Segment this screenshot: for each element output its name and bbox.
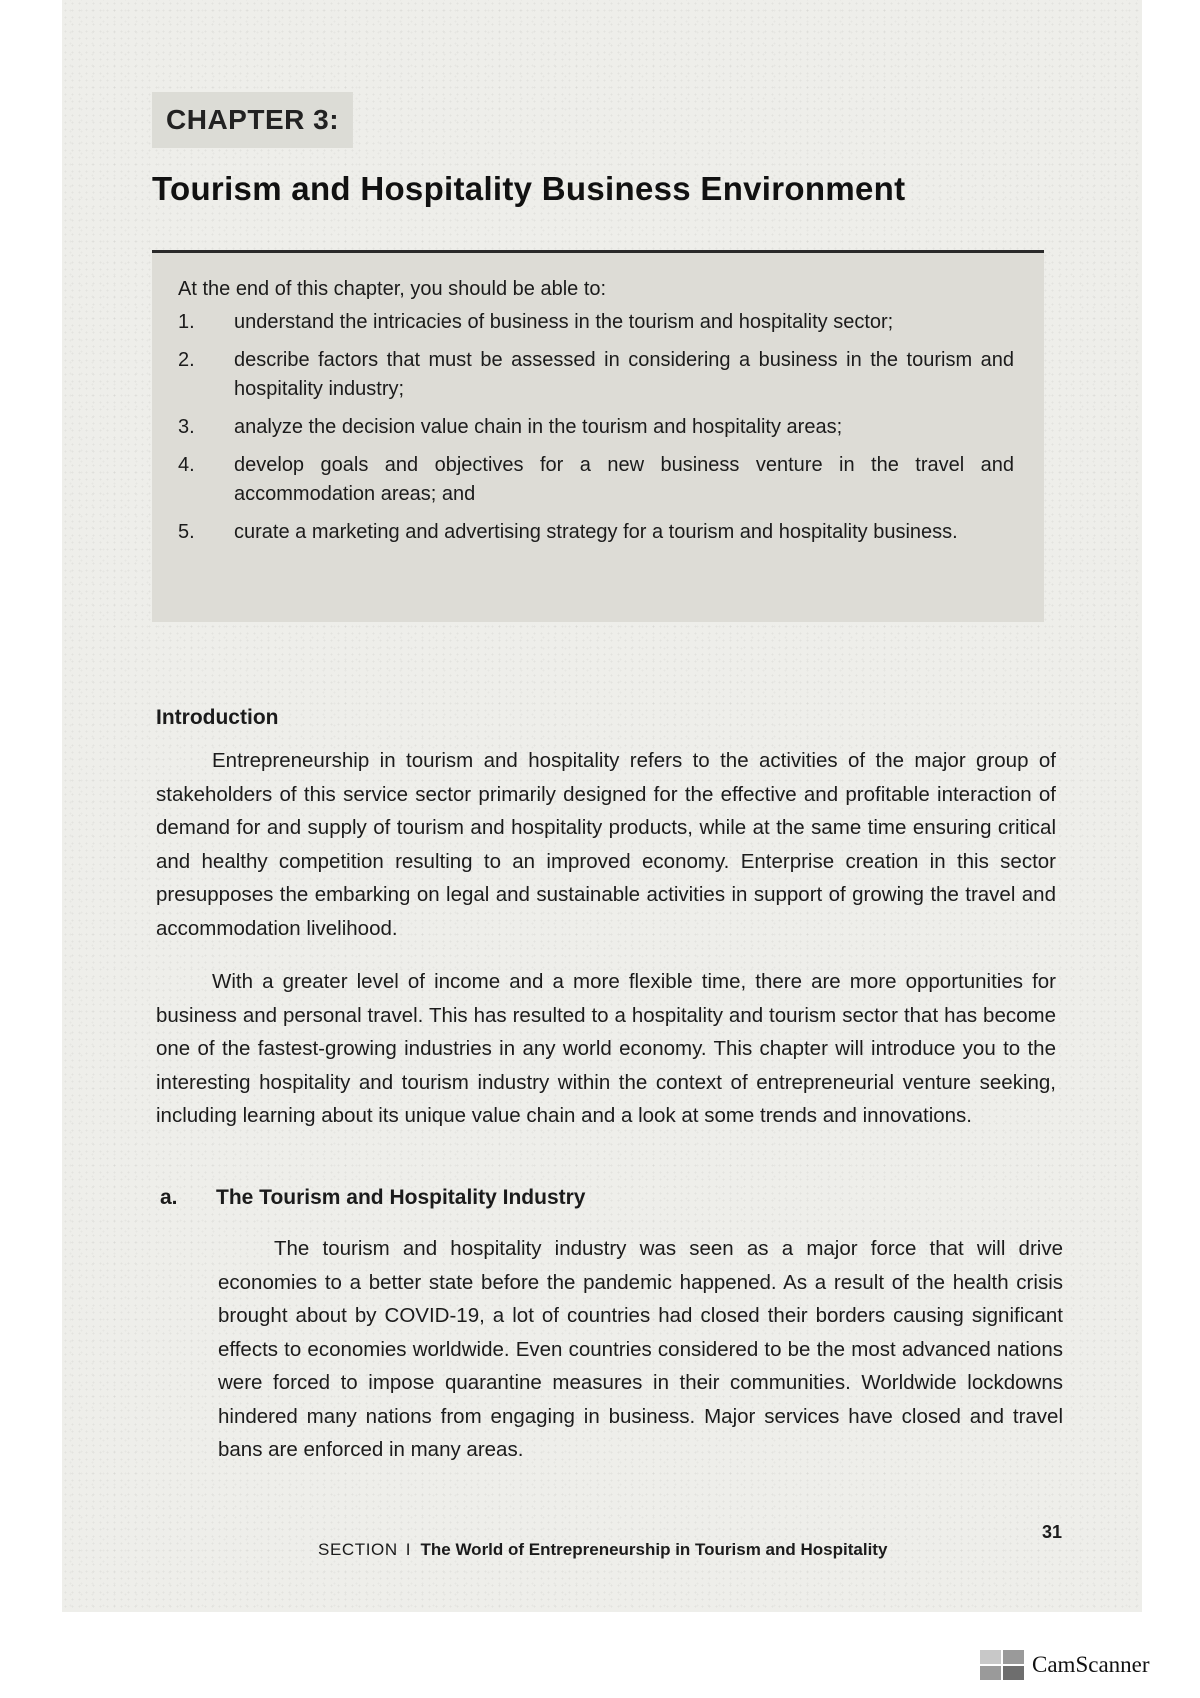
body-paragraph: Entrepreneurship in tourism and hospitality refers to the activities of the major group of stakeholders of this service sector primarily designed for the effective and profitable interaction of demand for and supply of tourism and hospitality products, while at the same time ensuring critical and healthy competition resulting to an improved economy. Enterprise creation in this sector presupposes the embarking on legal and sustainable activities in support of growing the travel and accommodation livelihood. — [156, 749, 1056, 940]
page-number: 31 — [1042, 1522, 1063, 1542]
objective-number: 1. — [178, 311, 195, 333]
chapter-label: CHAPTER 3: — [152, 92, 353, 148]
camscanner-logo-icon — [980, 1650, 1024, 1680]
objective-item — [178, 518, 1014, 547]
objective-item — [178, 413, 1014, 442]
objective-text: understand the intricacies of business in the tourism and hospitality sector; — [234, 311, 894, 333]
chapter-title: Tourism and Hospitality Business Environment — [152, 170, 906, 207]
body-paragraph: The tourism and hospitality industry was seen as a major force that will drive economies to a better state before the pandemic happened. As a result of the health crisis brought about by COVID-19, a lot of countries had closed their borders causing significant effects to economies worldwide. Even countries considered to be the most advanced nations were forced to impose quarantine measures in their communities. Worldwide lockdowns hindered many nations from engaging in business. Major services have closed and travel bans are enforced in many areas. — [218, 1237, 1063, 1461]
objective-number: 3. — [178, 416, 195, 438]
footer-book-title: The World of Entrepreneurship in Tourism and Hospitality — [420, 1540, 888, 1559]
subsection-body — [218, 1232, 1063, 1467]
objectives-intro: At the end of this chapter, you should be able to: — [178, 278, 607, 300]
subsection-letter: a. — [160, 1186, 178, 1209]
body-paragraph: With a greater level of income and a more flexible time, there are more opportunities for business and personal travel. This has resulted to a hospitality and tourism sector that has become one of the fastest-growing industries in any world economy. This chapter will introduce you to the interesting hospitality and tourism industry within the context of entrepreneurial venture seeking, including learning about its unique value chain and a look at some trends and innovations. — [156, 970, 1056, 1127]
objective-number: 5. — [178, 521, 195, 543]
introduction-heading: Introduction — [156, 706, 279, 729]
objective-text: develop goals and objectives for a new business venture in the travel and accommodation areas; and — [234, 454, 1014, 505]
footer-section-number: I — [405, 1540, 411, 1559]
subsection-heading — [160, 1186, 1060, 1210]
footer-section-label: SECTION — [318, 1540, 398, 1559]
introduction-body — [156, 744, 1056, 1153]
learning-objectives-box — [152, 250, 1044, 622]
objective-item — [178, 308, 1014, 337]
objectives-list — [178, 308, 1014, 547]
subsection-title: The Tourism and Hospitality Industry — [216, 1186, 586, 1209]
page-footer — [318, 1540, 1078, 1560]
objective-text: describe factors that must be assessed in considering a business in the tourism and hospitality industry; — [234, 349, 1014, 400]
camscanner-watermark — [980, 1650, 1150, 1680]
objective-number: 4. — [178, 454, 195, 476]
objective-item — [178, 346, 1014, 404]
watermark-text: CamScanner — [1032, 1652, 1150, 1677]
objective-item — [178, 451, 1014, 509]
objective-number: 2. — [178, 349, 195, 371]
objective-text: curate a marketing and advertising strategy for a tourism and hospitality business. — [234, 521, 958, 543]
objective-text: analyze the decision value chain in the tourism and hospitality areas; — [234, 416, 843, 438]
